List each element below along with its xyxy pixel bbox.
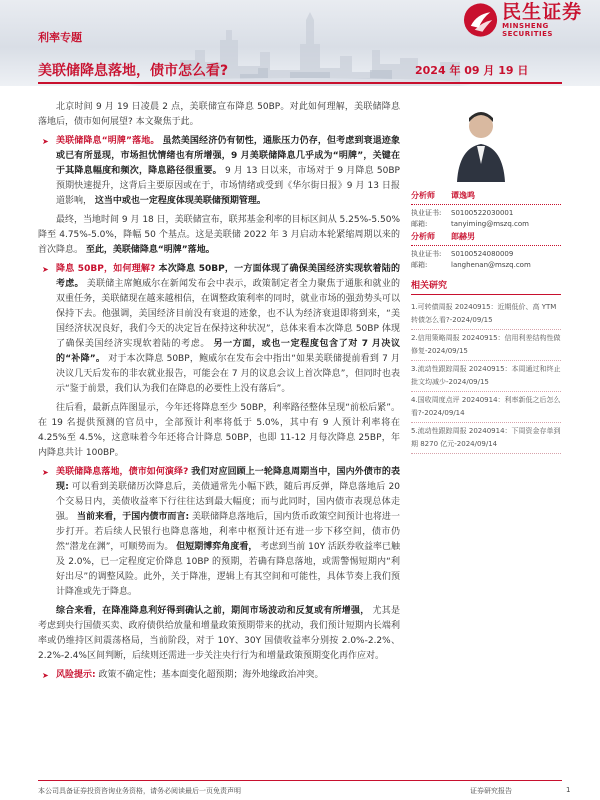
header-banner <box>0 0 600 86</box>
footer-report-type: 证券研究报告 <box>470 787 512 795</box>
company-logo <box>463 2 600 38</box>
body-paragraph-3: 往后看，最新点阵图显示，今年还将降息至少 50BP，利率路径整体呈现“前松后紧”。在 19 名提供预测的官员中，全部预计利率将低于 5.0%，其中有 9 人预计利率将在 4.25%至 4.5%，这意味着今年还将合计降息 50BP，也即 11-12 月每次降息 25BP，年内降息共计 100BP。 <box>38 403 400 458</box>
bullet-arrow-icon: ➤ <box>42 671 49 680</box>
report-title: 美联储降息落地，债市怎么看? <box>38 63 229 79</box>
header-divider <box>38 82 562 84</box>
footer-disclaimer: 本公司具备证券投资咨询业务资格，请务必阅读最后一页免责声明 <box>38 787 241 795</box>
related-research-item[interactable]: 2.信用策略周报 20240915：信用利差结构性做修复-2024/09/15 <box>411 330 561 361</box>
sidebar <box>411 104 561 454</box>
related-research-item[interactable]: 1.可转债周报 20240915：近期低价、高 YTM 转债怎么看?-2024/09/15 <box>411 299 561 330</box>
footer-divider <box>38 780 562 781</box>
report-kicker: 利率专题 <box>38 31 82 44</box>
analyst-photo <box>451 104 511 182</box>
risk-paragraph: ➤ 风险提示: 政策不确定性；基本面变化超预期；海外地缘政治冲突。 <box>38 668 400 683</box>
analyst-cert: S0100522030001 <box>451 208 514 217</box>
analyst-role: 分析师 <box>411 231 435 241</box>
logo-english-name: MINSHENG SECURITIES <box>502 22 553 38</box>
body-paragraph-2: 最终，当地时间 9 月 18 日，美联储宣布，联邦基金利率的目标区间从 5.25%-5.50%降至 4.75%-5.0%，降幅 50 个基点。这是美联储 2022 年 3 月启动本轮紧缩周期以来的首次降息。 至此，美联储降息“明牌”落地。 <box>38 215 400 255</box>
analyst-role: 分析师 <box>411 190 435 200</box>
analyst-email[interactable]: tanyiming@mszq.com <box>451 219 529 228</box>
section-paragraph-3: ➤ 美联储降息落地，债市如何演绎? 我们对应回顾上一轮降息周期当中，国内外债市的表现: 可以看到美联储历次降息后，美债通常先小幅下跌，随后再反弹，降息落地后 20 个交易日内，美债收益率下行往往达到最大幅度；而与此同时，国内债市表现总体走强。 当前来看，于国内债市而言: 美联储降息落地后，国内货币政策空间预计也将进一步打开。若后续人民银行也降息落地，利率中枢预计还有进一步下移空间，债市仍然“潜龙在渊”，可顺势而为。 但短期博弈角度看， 考虑到当前 10Y 活跃券收益率已触及 2.0%，已一定程度定价降息 10BP 的预期，若确有降息落地，或需警惕短期内“利好出尽”的调整风险。此外，关于降准，逻辑上有其空间和可能性，具体节奏上我们预计降准或先于降息。 <box>42 467 400 597</box>
section-heading-1: 美联储降息“明牌”落地。 <box>56 136 160 146</box>
analyst-card: 分析师 谭逸鸣 执业证书: S0100522030001 邮箱: tanyiming@mszq.com 分析师 郎赫男 执业证书: S0100524080009 邮箱: langhenan@mszq.com <box>411 188 561 270</box>
main-text-column <box>38 100 400 687</box>
section-heading-3: 美联储降息落地，债市如何演绎? <box>56 467 189 477</box>
logo-chinese-name: 民生证券 <box>502 1 583 23</box>
analyst-name: 郎赫男 <box>451 231 475 241</box>
related-research-list <box>411 299 561 454</box>
analyst-email[interactable]: langhenan@mszq.com <box>451 260 531 269</box>
body-paragraph-4: 综合来看，在降准降息利好得到确认之前，期间市场波动和反复或有所增强， 尤其是考虑到央行国债买卖、政府债供给放量和增量政策预期带来的扰动，我们预计短期内长端利率或仍维持区间震荡格局，当前阶段，对于 10Y、30Y 国债收益率分别按 2.0%-2.2%、2.2%-2.4%区间判断，后续则还需进一步关注央行行为和增量政策预期变化再作应对。 <box>38 606 400 661</box>
report-date: 2024 年 09 月 19 日 <box>415 64 529 77</box>
divider <box>411 204 561 205</box>
bullet-arrow-icon: ➤ <box>42 468 49 477</box>
analyst-cert: S0100524080009 <box>451 249 514 258</box>
risk-heading: 风险提示: <box>56 670 96 680</box>
divider <box>411 245 561 246</box>
related-research-title: 相关研究 <box>411 278 561 295</box>
section-heading-2: 降息 50BP，如何理解? <box>56 264 156 274</box>
page-number: 1 <box>566 786 571 794</box>
analyst-name: 谭逸鸣 <box>451 190 475 200</box>
related-research-item[interactable]: 4.国收周度点评 20240914：利率新低之后怎么看?-2024/09/14 <box>411 392 561 423</box>
bullet-arrow-icon: ➤ <box>42 265 49 274</box>
related-research-item[interactable]: 5.流动性跟踪周报 20240914：下周资金存单到期 8270 亿元-2024/09/14 <box>411 423 561 454</box>
intro-paragraph: 北京时间 9 月 19 日凌晨 2 点，美联储宣布降息 50BP。对此如何理解，美联储降息落地后，债市如何展望? 本文聚焦于此。 <box>38 102 400 127</box>
section-paragraph-2: ➤ 降息 50BP，如何理解? 本次降息 50BP，一方面体现了确保美国经济实现软着陆的考虑。 美联储主席鲍威尔在新闻发布会中表示，政策制定者全力聚焦于通胀和就业的双重任务，美联储现在越来越相信，在调整政策利率的同时，就业市场的强劲势头可以保持下去。他强调，美国经济目前没有衰退的迹象，也不认为经济衰退即将到来，“美国经济状况良好，我们今天的决定旨在保持这种状况”，总体来看本次降息 50BP 体现了确保美国经济实现软着陆的考虑。 另一方面，或也一定程度包含了对 7 月决议的“补降”。 对于本次降息 50BP，鲍威尔在发布会中指出“如果美联储提前看到 7 月决议几天后发布的非农就业报告，可能会在 7 月的议息会议上首次降息”，但同时也表示“鉴于前景，我们认为我们在降息的必要性上没有落后”。 <box>42 264 400 394</box>
minsheng-logo-icon <box>463 2 498 38</box>
bullet-arrow-icon: ➤ <box>42 137 49 146</box>
related-research-item[interactable]: 3.流动性跟踪周报 20240915：本周通过和终止批文均减少-2024/09/15 <box>411 361 561 392</box>
section-paragraph-1: ➤ 美联储降息“明牌”落地。 虽然美国经济仍有韧性，通胀压力仍存，但考虑到衰退迹象或已有所显现，市场担忧情绪也有所增强，9 月美联储降息几乎成为“明牌”，关键在于其降息幅度和频次，降息路径很重要。 9 月 13 日以来，市场对于 9 月降息 50BP 预期快速提升，这背后主要原因或在于，市场情绪或受到《华尔街日报》9 月 13 日报道影响， 这当中或也一定程度体现美联储预期管理。 <box>42 136 400 206</box>
